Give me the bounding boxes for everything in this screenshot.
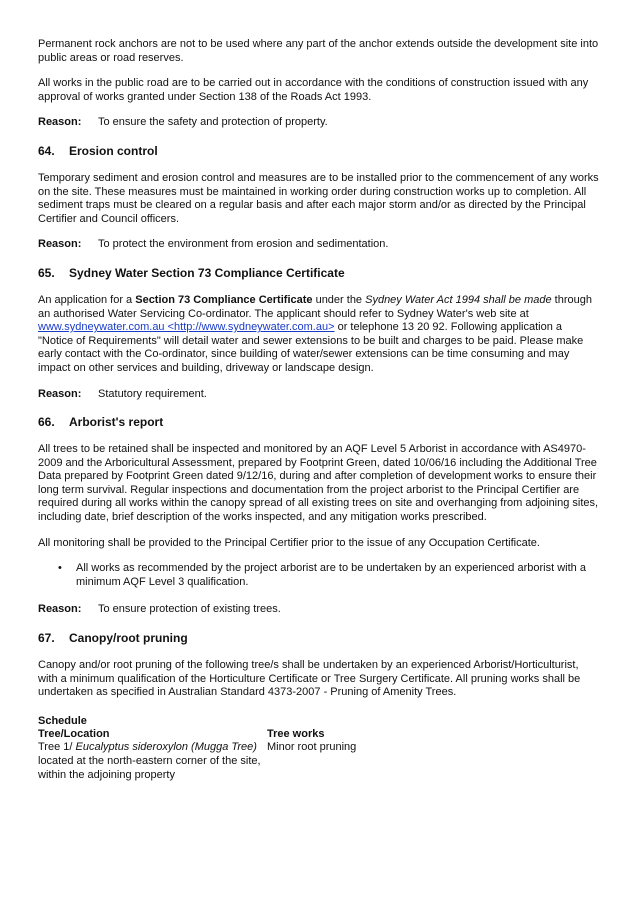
text-run: An application for a [38, 293, 136, 306]
section-heading-66 [38, 415, 600, 429]
text-run-italic: Eucalyptus sideroxylon (Mugga Tree) [75, 741, 257, 754]
reason-text: Statutory requirement. [98, 387, 207, 400]
reason-text: To ensure the safety and protection of property. [98, 116, 328, 129]
section-heading-65 [38, 266, 600, 280]
text-run: under the [312, 293, 366, 306]
schedule-title: Schedule [38, 714, 87, 727]
text-run: Tree 1/ [38, 741, 76, 754]
text-run: located at the north-eastern corner of the site, within the adjoining property [38, 755, 261, 781]
reason-label: Reason: [38, 603, 82, 616]
section-title: Canopy/root pruning [69, 631, 188, 646]
schedule-cell-location [38, 741, 267, 782]
schedule-table [38, 728, 600, 782]
bullet-item [38, 562, 600, 589]
sydney-water-link[interactable]: www.sydneywater.com.au <http://www.sydneywater.com.au> [38, 321, 335, 334]
section-number: 67. [38, 631, 55, 646]
section-heading-67 [38, 631, 600, 645]
reason-label: Reason: [38, 387, 82, 400]
paragraph-arborist: All trees to be retained shall be inspected and monitored by an AQF Level 5 Arborist in accordance with AS4970-2009 and the Arboricultural Assessment, prepared by Footprint Green, dated 10/06/16 including the Additional Tree Data prepared by Footprint Green dated 9/12/16, during and after completion of development works to ensure their long term survival. Regular inspections and documentation from the project arborist to the Principal Certifier are required during all works within the canopy spread of all existing trees on site and overhanging from adjoining sites, including date, brief description of the works inspected, and any mitigation works prescribed. [38, 443, 599, 524]
paragraph-public-road: All works in the public road are to be carried out in accordance with the conditions of construction issued with any approval of works granted under Section 138 of the Roads Act 1993. [38, 77, 589, 103]
paragraph-section73 [38, 294, 600, 376]
text-run-bold: Section 73 Compliance Certificate [135, 293, 313, 306]
document-page [38, 38, 600, 782]
reason-text: To ensure protection of existing trees. [98, 603, 281, 616]
reason-line [38, 603, 600, 617]
section-title: Sydney Water Section 73 Compliance Certificate [69, 265, 345, 280]
section-number: 66. [38, 415, 55, 430]
column-header-location: Tree/Location [38, 727, 110, 740]
paragraph-rock-anchors: Permanent rock anchors are not to be used where any part of the anchor extends outside the development site into public areas or road reserves. [38, 38, 599, 64]
schedule-cell-works: Minor root pruning [267, 741, 357, 754]
section-heading-64 [38, 144, 600, 158]
section-title: Arborist's report [69, 415, 164, 430]
reason-line [38, 116, 600, 130]
paragraph-pruning: Canopy and/or root pruning of the following tree/s shall be undertaken by an experienced Arborist/Horticulturist, with a minimum qualification of the Horticulture Certificate or Tree Surgery Certificate. All pruning works shall be undertaken as specified in Australian Standard 4373-2007 - Pruning of Amenity Trees. [38, 659, 581, 699]
bullet-icon: • [58, 562, 62, 575]
section-number: 64. [38, 143, 55, 158]
bullet-text: All works as recommended by the project arborist are to be undertaken by an experienced arborist with a minimum AQF Level 3 qualification. [76, 562, 586, 588]
paragraph-erosion: Temporary sediment and erosion control and measures are to be installed prior to the commencement of any works on the site. These measures must be maintained in working order during construction works up to completion. All sediment traps must be cleared on a regular basis and after each major storm and/or as directed by the Principal Certifier and Council officers. [38, 171, 599, 225]
text-run: through an authorised Water Servicing Co-ordinator. The applicant should refer to Sydney Water's web site at [38, 293, 592, 320]
reason-line [38, 388, 600, 402]
section-title: Erosion control [69, 143, 158, 158]
section-number: 65. [38, 265, 55, 280]
reason-label: Reason: [38, 116, 82, 129]
reason-line [38, 238, 600, 252]
reason-label: Reason: [38, 238, 82, 251]
text-run: or telephone 13 20 92. Following application a "Notice of Requirements" will detail water and sewer extensions to be built and charges to be paid. Please make early contact with the Co-ordinator, since building of water/sewer extensions can be time consuming and may impact on other services and building, driveway or landscape design. [38, 321, 584, 374]
reason-text: To protect the environment from erosion and sedimentation. [98, 238, 389, 251]
text-run-italic: Sydney Water Act 1994 shall be made [365, 293, 552, 306]
schedule-column-location [38, 728, 267, 782]
schedule-column-works [267, 728, 467, 782]
column-header-works: Tree works [267, 727, 325, 740]
paragraph-monitoring: All monitoring shall be provided to the Principal Certifier prior to the issue of any Occupation Certificate. [38, 536, 540, 549]
